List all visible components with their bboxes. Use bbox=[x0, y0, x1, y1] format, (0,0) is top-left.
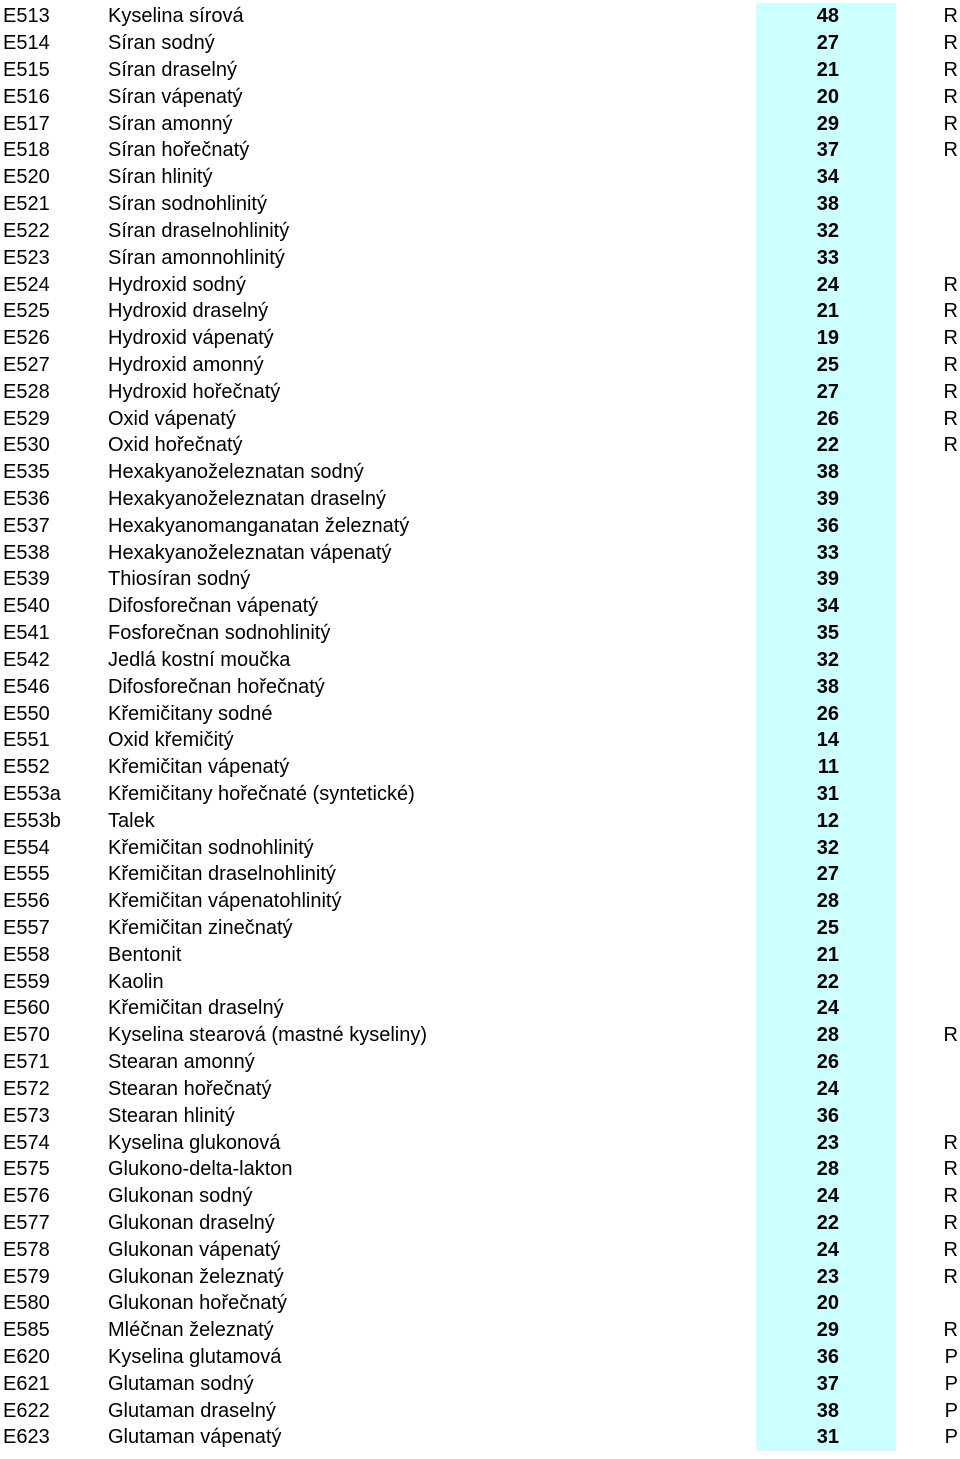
additive-score: 38 bbox=[756, 459, 896, 486]
additive-name: Stearan hlinitý bbox=[108, 1104, 235, 1127]
additive-score: 26 bbox=[756, 405, 896, 432]
table-row bbox=[0, 1102, 960, 1129]
additive-name: Oxid křemičitý bbox=[108, 729, 234, 752]
additive-name: Stearan amonný bbox=[108, 1051, 255, 1074]
additive-name: Stearan hořečnatý bbox=[108, 1077, 272, 1100]
table-row bbox=[0, 30, 960, 57]
additive-score: 38 bbox=[756, 1397, 896, 1424]
additive-flag bbox=[896, 620, 960, 647]
additive-score: 27 bbox=[756, 30, 896, 57]
additive-flag: R bbox=[943, 1211, 958, 1234]
additive-code: E622 bbox=[3, 1399, 50, 1422]
additive-name: Kyselina stearová (mastné kyseliny) bbox=[108, 1024, 428, 1047]
additive-name: Hydroxid amonný bbox=[108, 353, 264, 376]
table-row bbox=[0, 244, 960, 271]
table-row bbox=[0, 512, 960, 539]
additive-score: 39 bbox=[756, 566, 896, 593]
additive-name: Glukonan sodný bbox=[108, 1185, 253, 1208]
additive-code: E514 bbox=[3, 32, 50, 55]
additive-code: E518 bbox=[3, 139, 50, 162]
additive-name: Síran vápenatý bbox=[108, 85, 243, 108]
table-row bbox=[0, 781, 960, 808]
table-row bbox=[0, 968, 960, 995]
additive-name: Hydroxid vápenatý bbox=[108, 327, 274, 350]
additive-flag: R bbox=[943, 327, 958, 350]
additive-flag: R bbox=[943, 1319, 958, 1342]
additive-name: Talek bbox=[108, 809, 155, 832]
additive-score: 22 bbox=[756, 968, 896, 995]
table-row bbox=[0, 1129, 960, 1156]
additive-code: E517 bbox=[3, 112, 50, 135]
table-row bbox=[0, 1236, 960, 1263]
additive-flag bbox=[896, 727, 960, 754]
additive-code: E556 bbox=[3, 890, 50, 913]
additive-code: E558 bbox=[3, 943, 50, 966]
additive-score: 38 bbox=[756, 673, 896, 700]
table-row bbox=[0, 1424, 960, 1451]
table-row bbox=[0, 1263, 960, 1290]
additive-flag bbox=[896, 700, 960, 727]
table-row bbox=[0, 405, 960, 432]
additive-score: 32 bbox=[756, 218, 896, 245]
additive-name: Hexakyanoželeznatan sodný bbox=[108, 461, 364, 484]
table-row bbox=[0, 1076, 960, 1103]
additive-code: E571 bbox=[3, 1051, 50, 1074]
additive-score: 21 bbox=[756, 298, 896, 325]
additive-flag: R bbox=[943, 59, 958, 82]
additive-score: 19 bbox=[756, 325, 896, 352]
table-row bbox=[0, 727, 960, 754]
additive-score: 35 bbox=[756, 620, 896, 647]
additive-code: E538 bbox=[3, 541, 50, 564]
additive-flag bbox=[896, 861, 960, 888]
additive-flag bbox=[896, 1076, 960, 1103]
additive-code: E526 bbox=[3, 327, 50, 350]
additive-flag: R bbox=[943, 1238, 958, 1261]
additive-score: 20 bbox=[756, 83, 896, 110]
additive-score: 36 bbox=[756, 1344, 896, 1371]
additive-score: 27 bbox=[756, 861, 896, 888]
additive-flag bbox=[896, 539, 960, 566]
table-row bbox=[0, 352, 960, 379]
additive-code: E524 bbox=[3, 273, 50, 296]
table-row bbox=[0, 1210, 960, 1237]
additive-score: 29 bbox=[756, 110, 896, 137]
additive-code: E553b bbox=[3, 809, 61, 832]
additive-name: Oxid hořečnatý bbox=[108, 434, 243, 457]
additive-code: E576 bbox=[3, 1185, 50, 1208]
additive-name: Hexakyanoželeznatan draselný bbox=[108, 488, 386, 511]
additive-score: 23 bbox=[756, 1129, 896, 1156]
additive-code: E559 bbox=[3, 970, 50, 993]
additive-score: 26 bbox=[756, 700, 896, 727]
additive-flag: R bbox=[943, 300, 958, 323]
table-row bbox=[0, 432, 960, 459]
additive-score: 28 bbox=[756, 1022, 896, 1049]
table-row bbox=[0, 298, 960, 325]
additive-flag bbox=[896, 593, 960, 620]
table-row bbox=[0, 1344, 960, 1371]
additive-flag bbox=[896, 1049, 960, 1076]
additive-flag: P bbox=[944, 1346, 958, 1369]
additive-score: 31 bbox=[756, 1424, 896, 1451]
additive-score: 22 bbox=[756, 432, 896, 459]
additive-score: 22 bbox=[756, 1210, 896, 1237]
additive-code: E579 bbox=[3, 1265, 50, 1288]
additive-code: E541 bbox=[3, 622, 50, 645]
additive-name: Difosforečnan vápenatý bbox=[108, 595, 319, 618]
additive-code: E513 bbox=[3, 5, 50, 28]
additive-flag: R bbox=[943, 139, 958, 162]
additive-score: 37 bbox=[756, 137, 896, 164]
additive-name: Oxid vápenatý bbox=[108, 407, 236, 430]
additive-code: E539 bbox=[3, 568, 50, 591]
additive-code: E580 bbox=[3, 1292, 50, 1315]
table-row bbox=[0, 593, 960, 620]
table-row bbox=[0, 110, 960, 137]
additive-name: Síran draselný bbox=[108, 59, 237, 82]
table-row bbox=[0, 834, 960, 861]
additive-score: 33 bbox=[756, 539, 896, 566]
additive-flag bbox=[896, 218, 960, 245]
additive-score: 23 bbox=[756, 1263, 896, 1290]
additive-name: Difosforečnan hořečnatý bbox=[108, 675, 325, 698]
additive-name: Síran hořečnatý bbox=[108, 139, 250, 162]
additive-code: E540 bbox=[3, 595, 50, 618]
table-row bbox=[0, 941, 960, 968]
additive-flag bbox=[896, 647, 960, 674]
table-row bbox=[0, 486, 960, 513]
additive-flag bbox=[896, 968, 960, 995]
additive-score: 24 bbox=[756, 1076, 896, 1103]
additive-code: E523 bbox=[3, 246, 50, 269]
table-row bbox=[0, 700, 960, 727]
additive-name: Síran draselnohlinitý bbox=[108, 219, 290, 242]
additive-name: Glutaman vápenatý bbox=[108, 1426, 282, 1449]
additive-name: Hexakyanomanganatan železnatý bbox=[108, 514, 410, 537]
additive-code: E578 bbox=[3, 1238, 50, 1261]
additive-name: Hydroxid draselný bbox=[108, 300, 269, 323]
table-row bbox=[0, 915, 960, 942]
table-row bbox=[0, 83, 960, 110]
additive-score: 34 bbox=[756, 593, 896, 620]
table-row bbox=[0, 1156, 960, 1183]
table-row bbox=[0, 3, 960, 30]
additive-code: E577 bbox=[3, 1211, 50, 1234]
additive-code: E554 bbox=[3, 836, 50, 859]
additive-score: 29 bbox=[756, 1317, 896, 1344]
additives-table bbox=[0, 3, 960, 1451]
additive-name: Křemičitan draselnohlinitý bbox=[108, 863, 336, 886]
additive-code: E546 bbox=[3, 675, 50, 698]
table-row bbox=[0, 1049, 960, 1076]
additive-score: 25 bbox=[756, 915, 896, 942]
additive-name: Síran amonný bbox=[108, 112, 233, 135]
table-row bbox=[0, 164, 960, 191]
additive-flag bbox=[896, 1290, 960, 1317]
additive-score: 39 bbox=[756, 486, 896, 513]
additive-flag bbox=[896, 915, 960, 942]
additive-code: E525 bbox=[3, 300, 50, 323]
table-row bbox=[0, 539, 960, 566]
table-row bbox=[0, 754, 960, 781]
additive-flag: P bbox=[944, 1426, 958, 1449]
additive-code: E535 bbox=[3, 461, 50, 484]
additive-name: Glukono-delta-lakton bbox=[108, 1158, 293, 1181]
additive-flag bbox=[896, 512, 960, 539]
additive-code: E623 bbox=[3, 1426, 50, 1449]
additive-code: E560 bbox=[3, 997, 50, 1020]
additive-name: Síran amonnohlinitý bbox=[108, 246, 285, 269]
table-row bbox=[0, 1370, 960, 1397]
table-row bbox=[0, 807, 960, 834]
additive-flag: R bbox=[943, 434, 958, 457]
additive-score: 21 bbox=[756, 57, 896, 84]
table-row bbox=[0, 137, 960, 164]
additive-name: Hydroxid sodný bbox=[108, 273, 246, 296]
additive-name: Mléčnan železnatý bbox=[108, 1319, 274, 1342]
table-row bbox=[0, 378, 960, 405]
additive-name: Kyselina glutamová bbox=[108, 1346, 282, 1369]
table-row bbox=[0, 1397, 960, 1424]
additive-name: Křemičitan sodnohlinitý bbox=[108, 836, 314, 859]
additive-name: Glukonan draselný bbox=[108, 1211, 275, 1234]
additive-flag bbox=[896, 888, 960, 915]
table-row bbox=[0, 673, 960, 700]
additive-flag: R bbox=[943, 407, 958, 430]
additive-flag: R bbox=[943, 1158, 958, 1181]
additive-name: Glukonan vápenatý bbox=[108, 1238, 281, 1261]
additive-flag: R bbox=[943, 112, 958, 135]
additive-name: Glutaman sodný bbox=[108, 1372, 254, 1395]
additive-score: 21 bbox=[756, 941, 896, 968]
additive-score: 32 bbox=[756, 647, 896, 674]
additive-flag: R bbox=[943, 380, 958, 403]
additive-flag bbox=[896, 995, 960, 1022]
table-row bbox=[0, 218, 960, 245]
table-row bbox=[0, 861, 960, 888]
additive-code: E528 bbox=[3, 380, 50, 403]
additive-code: E515 bbox=[3, 59, 50, 82]
additive-flag bbox=[896, 834, 960, 861]
additive-code: E530 bbox=[3, 434, 50, 457]
additive-score: 26 bbox=[756, 1049, 896, 1076]
additive-code: E529 bbox=[3, 407, 50, 430]
additive-score: 36 bbox=[756, 512, 896, 539]
additive-score: 28 bbox=[756, 888, 896, 915]
table-row bbox=[0, 888, 960, 915]
table-row bbox=[0, 1317, 960, 1344]
additive-flag bbox=[896, 781, 960, 808]
additive-flag bbox=[896, 673, 960, 700]
additive-code: E585 bbox=[3, 1319, 50, 1342]
table-row bbox=[0, 995, 960, 1022]
additive-code: E553a bbox=[3, 782, 61, 805]
additive-name: Thiosíran sodný bbox=[108, 568, 251, 591]
additive-score: 24 bbox=[756, 1236, 896, 1263]
additive-flag: R bbox=[943, 1185, 958, 1208]
additive-name: Křemičitan zinečnatý bbox=[108, 917, 293, 940]
additive-score: 12 bbox=[756, 807, 896, 834]
additive-flag: R bbox=[943, 32, 958, 55]
additive-flag: R bbox=[943, 273, 958, 296]
additive-name: Glukonan železnatý bbox=[108, 1265, 284, 1288]
additive-flag: R bbox=[943, 1024, 958, 1047]
additive-score: 25 bbox=[756, 352, 896, 379]
additive-code: E575 bbox=[3, 1158, 50, 1181]
additive-code: E522 bbox=[3, 219, 50, 242]
additive-score: 48 bbox=[756, 3, 896, 30]
additive-score: 37 bbox=[756, 1370, 896, 1397]
additive-name: Síran hlinitý bbox=[108, 166, 213, 189]
additive-flag bbox=[896, 459, 960, 486]
additive-score: 38 bbox=[756, 191, 896, 218]
additive-code: E572 bbox=[3, 1077, 50, 1100]
additive-flag bbox=[896, 807, 960, 834]
additive-name: Kaolin bbox=[108, 970, 164, 993]
additive-code: E620 bbox=[3, 1346, 50, 1369]
additive-score: 24 bbox=[756, 271, 896, 298]
additive-name: Síran sodnohlinitý bbox=[108, 193, 267, 216]
additive-code: E542 bbox=[3, 648, 50, 671]
table-row bbox=[0, 647, 960, 674]
table-row bbox=[0, 459, 960, 486]
additive-name: Síran sodný bbox=[108, 32, 215, 55]
additive-flag: R bbox=[943, 85, 958, 108]
table-row bbox=[0, 1183, 960, 1210]
additive-flag: R bbox=[943, 5, 958, 28]
additive-score: 24 bbox=[756, 1183, 896, 1210]
additive-flag bbox=[896, 754, 960, 781]
additives-table-body bbox=[0, 3, 960, 1451]
table-row bbox=[0, 57, 960, 84]
additive-code: E573 bbox=[3, 1104, 50, 1127]
additive-name: Křemičitan vápenatohlinitý bbox=[108, 890, 342, 913]
additive-flag bbox=[896, 486, 960, 513]
additive-score: 28 bbox=[756, 1156, 896, 1183]
additive-flag bbox=[896, 941, 960, 968]
additive-score: 36 bbox=[756, 1102, 896, 1129]
additive-flag: R bbox=[943, 1265, 958, 1288]
additive-flag: R bbox=[943, 353, 958, 376]
table-row bbox=[0, 325, 960, 352]
additive-score: 31 bbox=[756, 781, 896, 808]
additive-code: E516 bbox=[3, 85, 50, 108]
additive-name: Fosforečnan sodnohlinitý bbox=[108, 622, 331, 645]
additive-name: Křemičitany hořečnaté (syntetické) bbox=[108, 782, 415, 805]
additive-name: Hydroxid hořečnatý bbox=[108, 380, 281, 403]
additive-code: E570 bbox=[3, 1024, 50, 1047]
additive-code: E557 bbox=[3, 917, 50, 940]
additive-flag bbox=[896, 566, 960, 593]
additive-name: Jedlá kostní moučka bbox=[108, 648, 291, 671]
table-row bbox=[0, 1290, 960, 1317]
additive-score: 33 bbox=[756, 244, 896, 271]
table-row bbox=[0, 566, 960, 593]
additive-flag: P bbox=[944, 1399, 958, 1422]
additive-name: Glutaman draselný bbox=[108, 1399, 276, 1422]
additive-name: Hexakyanoželeznatan vápenatý bbox=[108, 541, 392, 564]
additive-code: E521 bbox=[3, 193, 50, 216]
additive-name: Glukonan hořečnatý bbox=[108, 1292, 288, 1315]
additive-name: Bentonit bbox=[108, 943, 182, 966]
table-row bbox=[0, 1022, 960, 1049]
additive-code: E527 bbox=[3, 353, 50, 376]
table-row bbox=[0, 620, 960, 647]
table-row bbox=[0, 191, 960, 218]
additive-name: Kyselina glukonová bbox=[108, 1131, 281, 1154]
additive-flag bbox=[896, 1102, 960, 1129]
additive-score: 20 bbox=[756, 1290, 896, 1317]
additive-code: E536 bbox=[3, 488, 50, 511]
additive-flag bbox=[896, 244, 960, 271]
table-row bbox=[0, 271, 960, 298]
additive-score: 14 bbox=[756, 727, 896, 754]
additive-code: E537 bbox=[3, 514, 50, 537]
additive-code: E550 bbox=[3, 702, 50, 725]
additive-code: E552 bbox=[3, 756, 50, 779]
additive-code: E551 bbox=[3, 729, 50, 752]
additive-flag bbox=[896, 191, 960, 218]
additive-score: 27 bbox=[756, 378, 896, 405]
additive-flag bbox=[896, 164, 960, 191]
additive-score: 11 bbox=[756, 754, 896, 781]
additive-code: E555 bbox=[3, 863, 50, 886]
additive-score: 34 bbox=[756, 164, 896, 191]
additive-code: E520 bbox=[3, 166, 50, 189]
additive-flag: R bbox=[943, 1131, 958, 1154]
additive-name: Křemičitan vápenatý bbox=[108, 756, 290, 779]
additive-score: 32 bbox=[756, 834, 896, 861]
additive-name: Křemičitan draselný bbox=[108, 997, 284, 1020]
additive-name: Kyselina sírová bbox=[108, 5, 244, 28]
additive-score: 24 bbox=[756, 995, 896, 1022]
additive-code: E621 bbox=[3, 1372, 50, 1395]
additive-code: E574 bbox=[3, 1131, 50, 1154]
additive-flag: P bbox=[944, 1372, 958, 1395]
additive-name: Křemičitany sodné bbox=[108, 702, 273, 725]
